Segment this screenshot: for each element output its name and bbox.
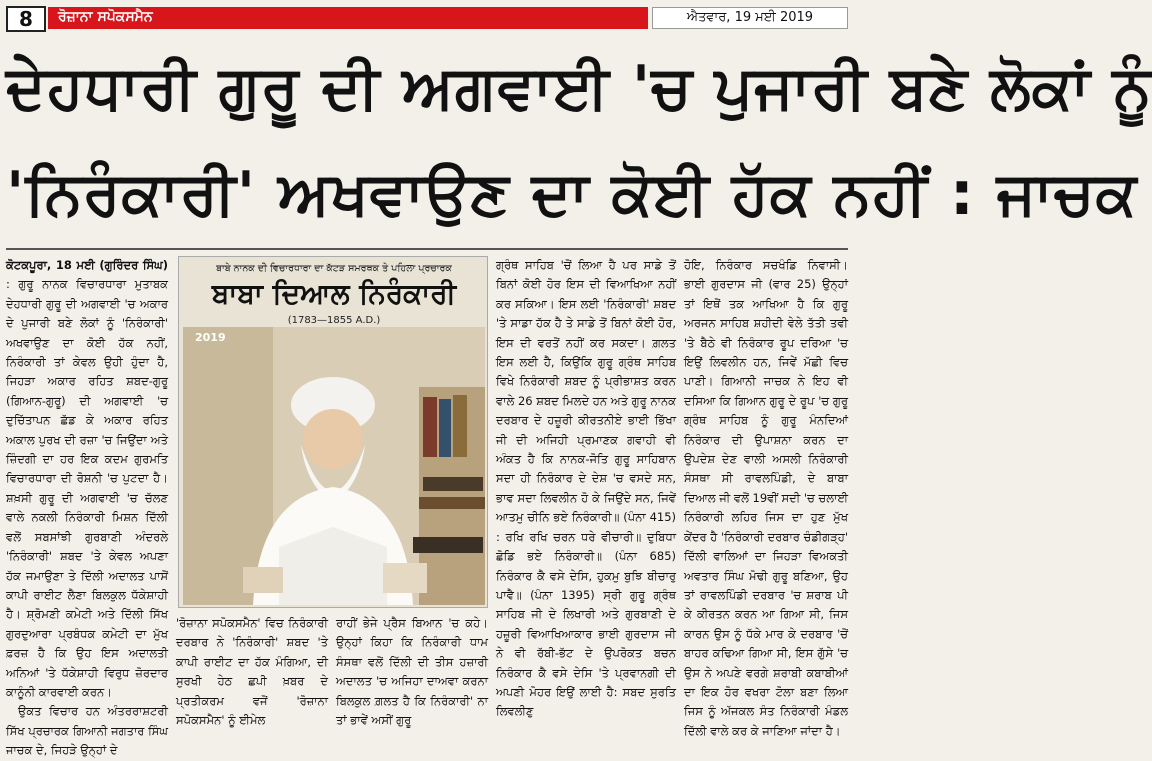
portrait-photo [178, 256, 488, 608]
photo-tagline: ਬਾਬੇ ਨਾਨਕ ਦੀ ਵਿਚਾਰਧਾਰਾ ਦਾ ਕੱਟੜ ਸਮਰਥਕ ਤੇ ਪਹਿਲਾ ਪ੍ਰਚਾਰਕ [216, 263, 452, 274]
issue-date: ਐਤਵਾਰ, 19 ਮਈ 2019 [652, 7, 848, 29]
portrait-illustration [183, 327, 485, 605]
lead-text: : ਗੁਰੂ ਨਾਨਕ ਵਿਚਾਰਧਾਰਾ ਮੁਤਾਬਕ ਦੇਹਧਾਰੀ ਗੁਰੂ ਦੀ ਅਗਵਾਈ 'ਚ ਅਕਾਰ ਦੇ ਪੁਜਾਰੀ ਬਣੇ ਲੋਕਾਂ ਨੂੰ 'ਨਿਰੰਕਾਰੀ' ਅਖਵਾਉਣ ਦਾ ਕੋਈ ਹੱਕ ਨਹੀਂ, ਨਿਰੰਕਾਰੀ ਤਾਂ ਕੇਵਲ ਉਹੀ ਹੁੰਦਾ ਹੈ, ਜਿਹੜਾ ਅਕਾਰ ਰਹਿਤ ਸ਼ਬਦ-ਗੁਰੂ (ਗਿਆਨ-ਗੁਰੂ) ਦੀ ਅਗਵਾਈ 'ਚ ਦੁਚਿੱਤਾਪਨ ਛੱਡ ਕੇ ਅਕਾਰ ਰਹਿਤ ਅਕਾਲ ਪੁਰਖ ਦੀ ਰਜ਼ਾ 'ਚ ਜਿਉਂਦਾ ਅਤੇ ਜ਼ਿੰਦਗੀ ਦਾ ਹਰ ਇਕ ਕਦਮ ਗੁਰਮਤਿ ਵਿਚਾਰਧਾਰਾ ਦੀ ਰੋਸ਼ਨੀ 'ਚ ਪੁਟਦਾ ਹੈ। ਸ਼ਖ਼ਸੀ ਗੁਰੂ ਦੀ ਅਗਵਾਈ 'ਚ ਚੱਲਣ ਵਾਲੇ ਨਕਲੀ ਨਿਰੰਕਾਰੀ ਮਿਸ਼ਨ ਦਿੱਲੀ ਵਲੋਂ ਸਬਸਾਂਝੀ ਗੁਰਬਾਣੀ ਅੰਦਰਲੇ 'ਨਿਰੰਕਾਰੀ' ਸ਼ਬਦ 'ਤੇ ਕੇਵਲ ਅਪਣਾ ਹੱਕ ਜਮਾਉਣਾ ਤੇ ਦਿੱਲੀ ਅਦਾਲਤ ਪਾਸੋਂ ਕਾਪੀ ਰਾਈਟ ਲੈਣਾ ਬਿਲਕੁਲ ਧੱਕੇਸ਼ਾਹੀ ਹੈ। ਸ਼੍ਰੋਮਣੀ ਕਮੇਟੀ ਅਤੇ ਦਿੱਲੀ ਸਿੱਖ ਗੁਰਦੁਆਰਾ ਪ੍ਰਬੰਧਕ ਕਮੇਟੀ ਦਾ ਮੁੱਖ ਫ਼ਰਜ਼ ਹੈ ਕਿ ਉਹ ਇਸ ਅਦਾਲਤੀ ਅਨਿਆਂ 'ਤੇ ਧੱਕੇਸ਼ਾਹੀ ਵਿਰੁਧ ਜ਼ੋਰਦਾਰ ਕਾਨੂੰਨੀ ਕਾਰਵਾਈ ਕਰਨ। [6, 277, 168, 699]
article-column-4: ਹੋਇ, ਨਿਰੰਕਾਰ ਸਚਖੰਡਿ ਨਿਵਾਸੀ। ਭਾਈ ਗੁਰਦਾਸ ਜੀ (ਵਾਰ 25) ਉਨ੍ਹਾਂ ਤਾਂ ਇਥੋਂ ਤਕ ਆਖਿਆ ਹੈ ਕਿ ਗੁਰੂ ਅਰਜਨ ਸਾਹਿਬ ਸ਼ਹੀਦੀ ਵੇਲੇ ਤੱਤੀ ਤਵੀ 'ਤੇ ਬੈਠੇ ਵੀ ਨਿਰੰਕਾਰ ਰੂਪ ਦਰਿਆ 'ਚ ਇਉਂ ਲਿਵਲੀਨ ਹਨ, ਜਿਵੇਂ ਮੱਛੀ ਵਿਚ ਪਾਣੀ। ਗਿਆਨੀ ਜਾਚਕ ਨੇ ਇਹ ਵੀ ਦਸਿਆ ਕਿ ਗਿਆਨ ਗੁਰੂ ਦੇ ਰੂਪ 'ਚ ਗੁਰੂ ਗ੍ਰੰਥ ਸਾਹਿਬ ਨੂੰ ਗੁਰੂ ਮੰਨਦਿਆਂ ਨਿਰੰਕਾਰ ਦੀ ਉਪਾਸ਼ਨਾ ਕਰਨ ਦਾ ਉਪਦੇਸ਼ ਦੇਣ ਵਾਲੀ ਅਸਲੀ ਨਿਰੰਕਾਰੀ ਸੰਸਥਾ ਸੀ ਰਾਵਲਪਿੰਡੀ, ਦੇ ਬਾਬਾ ਦਿਆਲ ਜੀ ਵਲੋਂ 19ਵੀਂ ਸਦੀ 'ਚ ਚਲਾਈ ਨਿਰੰਕਾਰੀ ਲਹਿਰ ਜਿਸ ਦਾ ਹੁਣ ਮੁੱਖ ਕੇਂਦਰ ਹੈ 'ਨਿਰੰਕਾਰੀ ਦਰਬਾਰ ਚੰਡੀਗੜ੍ਹ' ਦਿੱਲੀ ਵਾਲਿਆਂ ਦਾ ਜਿਹੜਾ ਵਿਅਕਤੀ ਅਵਤਾਰ ਸਿੰਘ ਮੋਢੀ ਗੁਰੂ ਬਣਿਆ, ਉਹ ਤਾਂ ਰਾਵਲਪਿੰਡੀ ਦਰਬਾਰ 'ਚ ਸ਼ਰਾਬ ਪੀ ਕੇ ਕੀਰਤਨ ਕਰਨ ਆ ਗਿਆ ਸੀ, ਜਿਸ ਕਾਰਨ ਉਸ ਨੂੰ ਧੱਕੇ ਮਾਰ ਕੇ ਦਰਬਾਰ 'ਚੋਂ ਬਾਹਰ ਕਢਿਆ ਗਿਆ ਸੀ, ਇਸ ਗੁੱਸੇ 'ਚ ਉਸ ਨੇ ਅਪਣੇ ਵਰਗੇ ਸ਼ਰਾਬੀ ਕਬਾਬੀਆਂ ਦਾ ਇਕ ਹੋਰ ਵਖਰਾ ਟੋਲਾ ਬਣਾ ਲਿਆ ਜਿਸ ਨੂੰ ਅੱਜਕਲ ਸੰਤ ਨਿਰੰਕਾਰੀ ਮੰਡਲ ਦਿੱਲੀ ਵਾਲੇ ਕਰ ਕੇ ਜਾਣਿਆ ਜਾਂਦਾ ਹੈ। [684, 258, 848, 738]
page-number: 8 [6, 6, 46, 32]
headline-line-1: ਦੇਹਧਾਰੀ ਗੁਰੂ ਦੀ ਅਗਵਾਈ 'ਚ ਪੁਜਾਰੀ ਬਣੇ ਲੋਕਾਂ ਨੂੰ [6, 53, 1152, 123]
photo-years: (1783—1855 A.D.) [287, 315, 381, 326]
photo-name-title: ਬਾਬਾ ਦਿਆਲ ਨਿਰੰਕਾਰੀ [211, 277, 457, 310]
masthead-bar [0, 0, 853, 34]
article-column-3: ਗ੍ਰੰਥ ਸਾਹਿਬ 'ਚੋਂ ਲਿਆ ਹੈ ਪਰ ਸਾਡੇ ਤੋਂ ਬਿਨਾਂ ਕੋਈ ਹੋਰ ਇਸ ਦੀ ਵਿਆਖਿਆ ਨਹੀਂ ਕਰ ਸਕਿਆ। ਇਸ ਲਈ 'ਨਿਰੰਕਾਰੀ' ਸ਼ਬਦ 'ਤੇ ਸਾਡਾ ਹੱਕ ਹੈ ਤੇ ਸਾਡੇ ਤੋਂ ਬਿਨਾਂ ਕੋਈ ਹੋਰ, ਇਸ ਦੀ ਵਰਤੋਂ ਨਹੀਂ ਕਰ ਸਕਦਾ। ਗ਼ਲਤ ਇਸ ਲਈ ਹੈ, ਕਿਉਂਕਿ ਗੁਰੂ ਗ੍ਰੰਥ ਸਾਹਿਬ ਵਿਖੇ ਨਿਰੰਕਾਰੀ ਸ਼ਬਦ ਨੂੰ ਪ੍ਰੀਭਾਸ਼ਤ ਕਰਨ ਵਾਲੇ 26 ਸ਼ਬਦ ਮਿਲਦੇ ਹਨ ਅਤੇ ਗੁਰੂ ਨਾਨਕ ਦਰਬਾਰ ਦੇ ਹਜ਼ੂਰੀ ਕੀਰਤਨੀਏ ਭਾਈ ਭਿੱਖਾ ਜੀ ਦੀ ਅਜਿਹੀ ਪ੍ਰਮਾਣਕ ਗਵਾਹੀ ਵੀ ਅੰਕਤ ਹੈ ਕਿ ਨਾਨਕ-ਜੋਤਿ ਗੁਰੂ ਸਾਹਿਬਾਨ ਸਦਾ ਹੀ ਨਿਰੰਕਾਰ ਦੇ ਦੇਸ਼ 'ਚ ਵਸਦੇ ਸਨ, ਭਾਵ ਸਦਾ ਲਿਵਲੀਨ ਹੋ ਕੇ ਜਿਉਂਦੇ ਸਨ, ਜਿਵੇਂ ਆਤਮੁ ਚੀਨਿ ਭਏ ਨਿਰੰਕਾਰੀ॥ (ਪੰਨਾ 415) : ਰਖਿ ਰਖਿ ਚਰਨ ਧਰੇ ਵੀਚਾਰੀ॥ ਦੁਬਿਧਾ ਛੋਡਿ ਭਏ ਨਿਰੰਕਾਰੀ॥ (ਪੰਨਾ 685) ਨਿਰੰਕਾਰ ਕੈ ਵਸੇ ਦੇਸਿ, ਹੁਕਮੁ ਬੁਝਿ ਬੀਚਾਰੁ ਪਾਵੈ॥ (ਪੰਨਾ 1395) ਸ੍ਰੀ ਗੁਰੂ ਗ੍ਰੰਥ ਸਾਹਿਬ ਜੀ ਦੇ ਲਿਖਾਰੀ ਅਤੇ ਗੁਰਬਾਣੀ ਦੇ ਹਜ਼ੂਰੀ ਵਿਆਖਿਆਕਾਰ ਭਾਈ ਗੁਰਦਾਸ ਜੀ ਨੇ ਵੀ ਰੱਬੀ-ਭੱਟ ਦੇ ਉਪਰੋਕਤ ਬਚਨ ਨਿਰੰਕਾਰ ਕੈ ਵਸੇ ਦੇਸਿ 'ਤੇ ਪ੍ਰਵਾਨਗੀ ਦੀ ਅਪਣੀ ਮੋਹਰ ਇਉਂ ਲਾਈ ਹੈ: ਸਬਦ ਸੁਰਤਿ ਲਿਵਲੀਣੁ [496, 258, 676, 719]
byline: ਕੋਟਕਪੂਰਾ, 18 ਮਈ (ਗੁਰਿੰਦਰ ਸਿੰਘ) [6, 258, 168, 272]
headline-divider [6, 248, 848, 250]
photo-year-mark: 2019 [195, 331, 226, 344]
article-column-1 [6, 256, 168, 758]
paper-name: ਰੋਜ਼ਾਨਾ ਸਪੋਕਸਮੈਨ [58, 9, 153, 25]
article-column-2b: ਰਾਹੀਂ ਭੇਜੇ ਪ੍ਰੈਸ ਬਿਆਨ 'ਚ ਕਹੇ। ਉਨ੍ਹਾਂ ਕਿਹਾ ਕਿ ਨਿਰੰਕਾਰੀ ਧਾਮ ਸੰਸਥਾ ਵਲੋਂ ਦਿੱਲੀ ਦੀ ਤੀਸ ਹਜ਼ਾਰੀ ਅਦਾਲਤ 'ਚ ਅਜਿਹਾ ਦਾਅਵਾ ਕਰਨਾ ਬਿਲਕੁਲ ਗ਼ਲਤ ਹੈ ਕਿ ਨਿਰੰਕਾਰੀ' ਨਾ ਤਾਂ ਭਾਵੇਂ ਅਸੀਂ ਗੁਰੂ [336, 616, 488, 728]
article-column-2a: 'ਰੋਜ਼ਾਨਾ ਸਪੋਕਸਮੈਨ' ਵਿਚ ਨਿਰੰਕਾਰੀ ਦਰਬਾਰ ਨੇ 'ਨਿਰੰਕਾਰੀ' ਸ਼ਬਦ 'ਤੇ ਕਾਪੀ ਰਾਈਟ ਦਾ ਹੱਕ ਮੰਗਿਆ, ਦੀ ਸੁਰਖੀ ਹੇਠ ਛਪੀ ਖ਼ਬਰ ਦੇ ਪ੍ਰਤੀਕਰਮ ਵਜੋਂ 'ਰੋਜ਼ਾਨਾ ਸਪੋਕਸਮੈਨ' ਨੂੰ ਈਮੇਲ [176, 616, 328, 728]
headline-line-2: 'ਨਿਰੰਕਾਰੀ' ਅਖਵਾਉਣ ਦਾ ਕੋਈ ਹੱਕ ਨਹੀਂ : ਜਾਚਕ [6, 159, 1138, 229]
article-lead [6, 256, 168, 702]
article-paragraph: ਉਕਤ ਵਿਚਾਰ ਹਨ ਅੰਤਰਰਾਸ਼ਟਰੀ ਸਿੱਖ ਪ੍ਰਚਾਰਕ ਗਿਆਨੀ ਜਗਤਾਰ ਸਿੰਘ ਜਾਚਕ ਦੇ, ਜਿਹੜੇ ਉਨ੍ਹਾਂ ਦੇ [6, 704, 168, 758]
article-column-2 [176, 614, 488, 728]
